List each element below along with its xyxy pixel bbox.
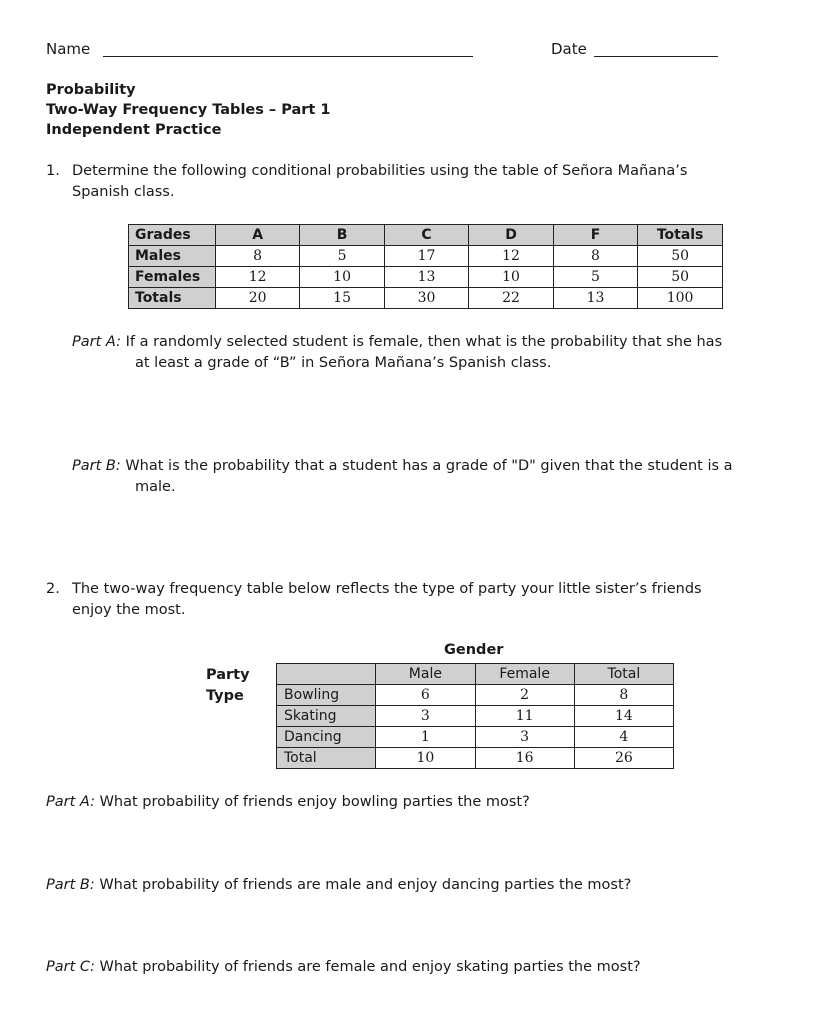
- q1-part-b-line2: male.: [135, 479, 176, 495]
- table-cell: 50: [638, 246, 723, 267]
- q2-part-c: [46, 957, 806, 978]
- table-cell: 2: [475, 685, 574, 706]
- table-row: [129, 288, 723, 309]
- q1-number: 1.: [46, 163, 60, 179]
- table-cell: 50: [638, 267, 723, 288]
- q1-part-b: [72, 456, 812, 498]
- table-row: [277, 706, 674, 727]
- table-cell: 10: [300, 267, 384, 288]
- table-cell: 17: [384, 246, 468, 267]
- q2-part-c-label: Part C:: [46, 959, 95, 975]
- corner-cell: [277, 664, 376, 685]
- grades-table: [128, 224, 723, 309]
- grades-table-header-row: [129, 225, 723, 246]
- table-cell: 8: [574, 685, 673, 706]
- date-label: Date: [551, 40, 587, 58]
- table-cell: 10: [469, 267, 553, 288]
- q1-prompt-line1: Determine the following conditional probabilities using the table of Señora Mañana’s: [72, 163, 688, 179]
- table-cell: 13: [553, 288, 637, 309]
- q2-part-b-label: Part B:: [46, 877, 95, 893]
- q1-part-b-label: Part B:: [72, 458, 121, 474]
- table-cell: 10: [376, 748, 475, 769]
- table-header-cell: Male: [376, 664, 475, 685]
- q2-part-b-text: What probability of friends are male and enjoy dancing parties the most?: [99, 877, 632, 893]
- table-header-cell: Grades: [129, 225, 216, 246]
- table-row: [277, 727, 674, 748]
- row-label: Skating: [277, 706, 376, 727]
- q2-prompt: [72, 579, 792, 621]
- party-table-header-row: [277, 664, 674, 685]
- table-cell: 8: [553, 246, 637, 267]
- title-probability: Probability: [46, 82, 136, 98]
- q1-part-a-line2: at least a grade of “B” in Señora Mañana’s Spanish class.: [135, 355, 552, 371]
- q2-part-a-text: What probability of friends enjoy bowling parties the most?: [99, 794, 530, 810]
- table-header-cell: A: [215, 225, 299, 246]
- row-label: Males: [129, 246, 216, 267]
- date-field-line[interactable]: [594, 56, 718, 57]
- q1-part-a-line1: If a randomly selected student is female, then what is the probability that she has: [125, 334, 723, 350]
- table-cell: 5: [553, 267, 637, 288]
- row-label: Totals: [129, 288, 216, 309]
- title-subtopic: Two-Way Frequency Tables – Part 1: [46, 102, 331, 118]
- table-cell: 5: [300, 246, 384, 267]
- table-header-cell: C: [384, 225, 468, 246]
- name-field-line[interactable]: [103, 56, 473, 57]
- q1-prompt-line2: Spanish class.: [72, 184, 175, 200]
- table-cell: 13: [384, 267, 468, 288]
- party-label-line1: Party: [206, 667, 250, 683]
- table-header-cell: Totals: [638, 225, 723, 246]
- table-cell: 8: [215, 246, 299, 267]
- table-header-cell: Total: [574, 664, 673, 685]
- table-cell: 3: [376, 706, 475, 727]
- row-label: Total: [277, 748, 376, 769]
- table-cell: 22: [469, 288, 553, 309]
- q1-part-a: [72, 332, 802, 374]
- row-label: Dancing: [277, 727, 376, 748]
- q2-prompt-line1: The two-way frequency table below reflects the type of party your little sister’s friends: [72, 581, 702, 597]
- table-cell: 3: [475, 727, 574, 748]
- q2-prompt-line2: enjoy the most.: [72, 602, 186, 618]
- q2-part-b: [46, 875, 806, 896]
- q1-part-a-label: Part A:: [72, 334, 121, 350]
- party-label-line2: Type: [206, 688, 244, 704]
- title-practice: Independent Practice: [46, 122, 222, 138]
- table-cell: 6: [376, 685, 475, 706]
- table-cell: 16: [475, 748, 574, 769]
- table-cell: 4: [574, 727, 673, 748]
- gender-label: Gender: [444, 642, 504, 658]
- q1-prompt: [72, 161, 792, 203]
- party-type-label: [206, 665, 250, 707]
- table-header-cell: Female: [475, 664, 574, 685]
- table-row: [129, 267, 723, 288]
- table-header-cell: B: [300, 225, 384, 246]
- table-cell: 30: [384, 288, 468, 309]
- q2-number: 2.: [46, 581, 60, 597]
- row-label: Bowling: [277, 685, 376, 706]
- table-row: [129, 246, 723, 267]
- table-row: [277, 685, 674, 706]
- table-cell: 100: [638, 288, 723, 309]
- table-cell: 15: [300, 288, 384, 309]
- table-cell: 12: [469, 246, 553, 267]
- q2-part-c-text: What probability of friends are female and enjoy skating parties the most?: [99, 959, 641, 975]
- q1-part-b-line1: What is the probability that a student has a grade of "D" given that the student is a: [125, 458, 733, 474]
- table-header-cell: D: [469, 225, 553, 246]
- table-cell: 12: [215, 267, 299, 288]
- table-row: [277, 748, 674, 769]
- table-cell: 11: [475, 706, 574, 727]
- table-header-cell: F: [553, 225, 637, 246]
- table-cell: 14: [574, 706, 673, 727]
- q2-part-a-label: Part A:: [46, 794, 95, 810]
- q2-part-a: [46, 792, 806, 813]
- table-cell: 26: [574, 748, 673, 769]
- table-cell: 1: [376, 727, 475, 748]
- name-label: Name: [46, 40, 91, 58]
- row-label: Females: [129, 267, 216, 288]
- party-table: [276, 663, 674, 769]
- table-cell: 20: [215, 288, 299, 309]
